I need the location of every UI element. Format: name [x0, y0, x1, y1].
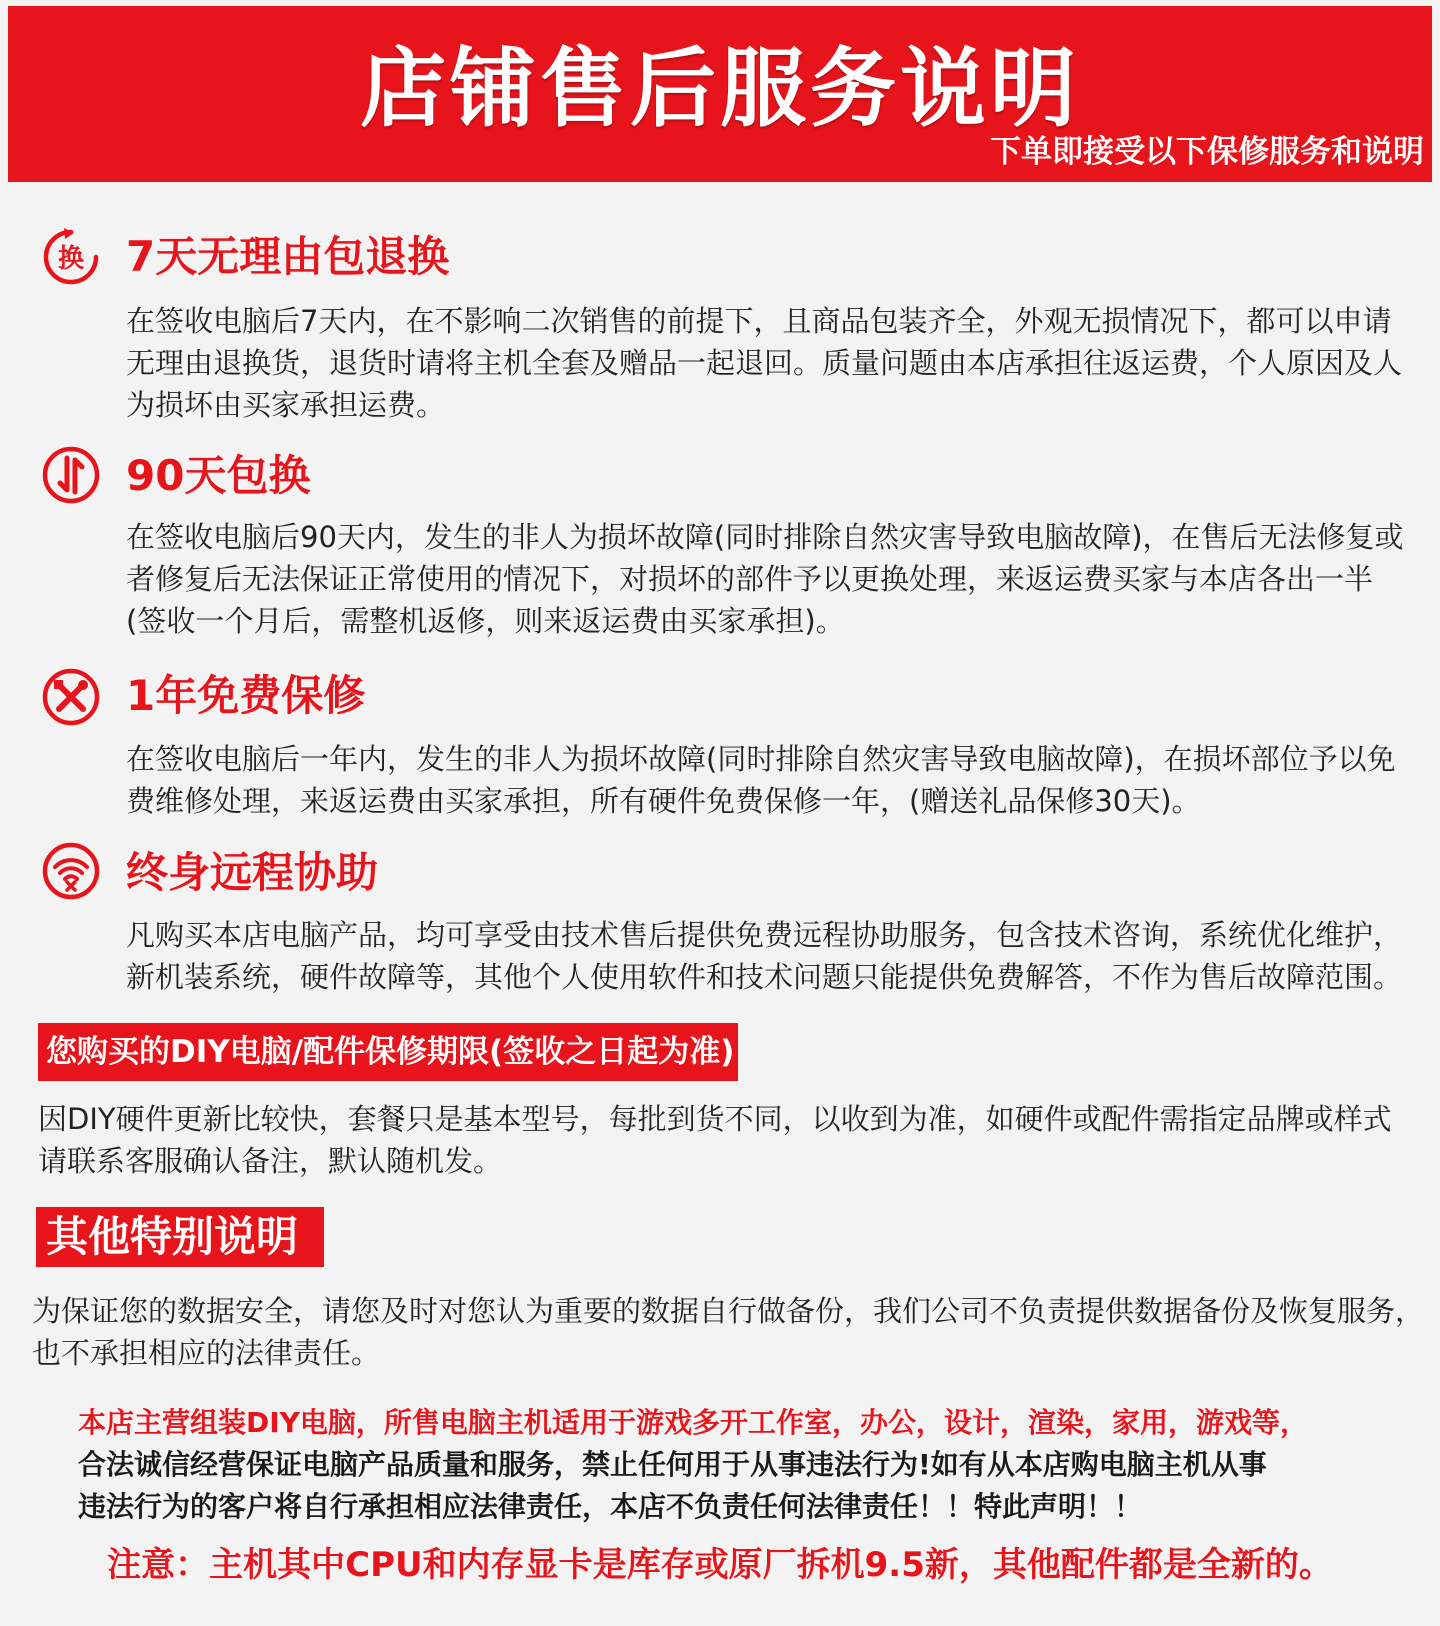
- section-title: 7天无理由包退换: [126, 232, 450, 281]
- notice-line-red: 本店主营组装DIY电脑，所售电脑主机适用于游戏多开工作室，办公，设计，渲染，家用，游戏等，: [78, 1406, 1308, 1439]
- svg-text:换: 换: [57, 244, 85, 274]
- wifi-remote-icon: [40, 840, 102, 902]
- page-subtitle: 下单即接受以下保修服务和说明: [990, 134, 1424, 170]
- body-line: 为损坏由买家承担运费。: [126, 388, 446, 422]
- banner-text: 其他特别说明: [46, 1212, 299, 1261]
- section-body: [126, 516, 1416, 642]
- section-body: [126, 300, 1416, 426]
- legal-notice: [78, 1402, 1378, 1528]
- body-line: (签收一个月后，需整机返修，则来返运费由买家承担)。: [126, 604, 845, 638]
- body-line: 因DIY硬件更新比较快，套餐只是基本型号，每批到货不同，以收到为准，如硬件或配件需指定品牌或样式: [38, 1102, 1392, 1136]
- section-title: 1年免费保修: [126, 671, 366, 720]
- body-line: 者修复后无法保证正常使用的情况下，对损坏的部件予以更换处理，来返运费买家与本店各出一半: [126, 562, 1374, 596]
- body-line: 为保证您的数据安全，请您及时对您认为重要的数据自行做备份，我们公司不负责提供数据备份及恢复服务，: [32, 1294, 1425, 1328]
- section-title: 终身远程协助: [126, 848, 379, 897]
- body-line: 凡购买本店电脑产品，均可享受由技术售后提供免费远程协助服务，包含技术咨询，系统优化维护，: [126, 918, 1403, 952]
- body-line: 也不承担相应的法律责任。: [32, 1336, 381, 1370]
- special-notes-body: [32, 1290, 1432, 1374]
- repair-tools-icon: [40, 666, 102, 728]
- body-line: 在签收电脑后7天内，在不影响二次销售的前提下，且商品包装齐全，外观无损情况下，都可以申请: [126, 304, 1392, 338]
- warranty-note: [38, 1098, 1428, 1182]
- page-title: 店铺售后服务说明: [360, 39, 1080, 139]
- body-line: 在签收电脑后90天内，发生的非人为损坏故障(同时排除自然灾害导致电脑故障)，在售后无法修复或: [126, 520, 1404, 554]
- section-body: [126, 914, 1416, 998]
- notice-line: 合法诚信经营保证电脑产品质量和服务，禁止任何用于从事违法行为!如有从本店购电脑主机从事: [78, 1448, 1267, 1481]
- body-line: 无理由退换货，退货时请将主机全套及赠品一起退回。质量问题由本店承担往返运费，个人原因及人: [126, 346, 1403, 380]
- body-line: 请联系客服确认备注，默认随机发。: [38, 1144, 503, 1178]
- section-body: [126, 738, 1416, 822]
- body-line: 新机装系统，硬件故障等，其他个人使用软件和技术问题只能提供免费解答，不作为售后故障范围。: [126, 960, 1403, 994]
- body-line: 费维修处理，来返运费由买家承担，所有硬件免费保修一年，(赠送礼品保修30天)。: [126, 784, 1201, 818]
- swap-arrows-icon: [40, 444, 102, 506]
- body-line: 在签收电脑后一年内，发生的非人为损坏故障(同时排除自然灾害导致电脑故障)，在损坏部位予以免: [126, 742, 1396, 776]
- section-title: 90天包换: [126, 451, 311, 500]
- banner-text: 您购买的DIY电脑/配件保修期限(签收之日起为准): [46, 1033, 735, 1070]
- special-notes-banner: [36, 1207, 324, 1267]
- warranty-period-banner: [38, 1023, 738, 1081]
- notice-line: 违法行为的客户将自行承担相应法律责任，本店不负责任何法律责任！！特此声明！！: [78, 1490, 1143, 1523]
- exchange-icon: [40, 226, 102, 288]
- final-attention-note: 注意：主机其中CPU和内存显卡是库存或原厂拆机9.5新，其他配件都是全新的。: [107, 1545, 1333, 1585]
- header-banner: [8, 6, 1432, 182]
